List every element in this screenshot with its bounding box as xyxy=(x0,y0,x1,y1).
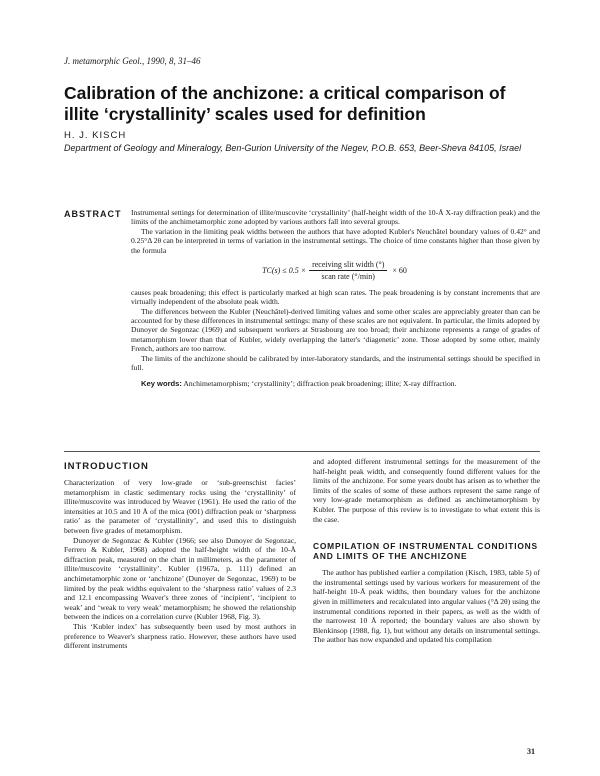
intro-paragraph-3: This ‘Kubler index’ has subsequently been used by most authors in preference to Weaver's sharpness ratio. However, these authors have used different instruments xyxy=(64,621,296,651)
keywords-list: Anchimetamorphism; ‘crystallinity’; diffraction peak broadening; illite; X-ray diffraction. xyxy=(181,378,457,388)
introduction-heading: INTRODUCTION xyxy=(64,461,149,472)
abstract-paragraph-3: causes peak broadening; this effect is particularly marked at high scan rates. The peak broadening is by constant increments that are virtually independent of the absolute peak width. xyxy=(131,287,540,307)
intro-paragraph-2: Dunoyer de Segonzac & Kubler (1966; see also Dunoyer de Segonzac, Ferrero & Kubler, 1968) adopted the half-height width of the 10-Å diffraction peak, measured on the chart in millimeters, as the parameter of illite/muscovite ‘crystallinity’. Kubler (1967a, p. 111) defined an anchimetamorphic zone or ‘anchizone’ (Dunoyer de Segonzac, 1969) to be limited by the peak widths equivalent to the ‘sharpness ratio’ values of 2.3 and 12.1 encompassing Weaver's three zones of ‘incipient’, ‘incipient to weak’ and ‘weak to very weak’ metamorphism; he showed the relationship between the indices on a correlation curve (Kubler 1968, Fig. 3). xyxy=(64,535,296,622)
formula-fraction xyxy=(309,260,387,282)
section-divider xyxy=(64,451,540,452)
abstract-paragraph-2: The variation in the limiting peak widths between the authors that have adopted Kubler's Neuchâtel boundary values of 0.42° and 0.25°Δ 2θ can be interpreted in terms of variation in the instrumental settings. The choice of time constants higher than those given by the formula xyxy=(131,226,540,255)
abstract-paragraph-5: The limits of the anchizone should be calibrated by inter-laboratory standards, and the instrumental settings should be specified in full. xyxy=(131,353,540,373)
journal-citation: J. metamorphic Geol., 1990, 8, 31–46 xyxy=(64,56,201,66)
left-column xyxy=(64,478,296,651)
formula-denominator: scan rate (°/min) xyxy=(321,272,375,282)
author-affiliation: Department of Geology and Mineralogy, Ben-Gurion University of the Negev, P.O.B. 653, Beer-Sheva 84105, Israel xyxy=(64,143,522,153)
page-number: 31 xyxy=(527,747,535,756)
abstract-label: ABSTRACT xyxy=(64,209,122,219)
formula-rhs: × 60 xyxy=(392,266,407,276)
intro-paragraph-1: Characterization of very low-grade or ‘sub-greenschist facies’ metamorphism in clastic sedimentary rocks using the ‘crystallinity’ of illite/muscovite was introduced by Weaver (1961). He used the ratio of the intensities at 10.5 and 10 Å of the mica (001) diffraction peak or ‘sharpness ratio’ as the parameter of ‘crystallinity’, and used this to distinguish between five grades of metamorphism. xyxy=(64,478,296,535)
abstract-paragraph-4: The differences between the Kubler (Neuchâtel)-derived limiting values and some other scales are appreciably greater than can be accounted for by these differences in instrumental settings: many of these scales are not equivalent. In particular, the limits adopted by Dunoyer de Segonzac (1969) and subsequent workers at Strasbourg are too broad; their anchizone represents a range of grades of metamorphism lower than that of Kubler, widely overlapping the latter's ‘diagenetic’ zone. Those adopted by some other, mainly French, authors are too narrow. xyxy=(131,306,540,354)
formula-lhs: TC(s) ≤ 0.5 × xyxy=(262,266,307,276)
abstract-body xyxy=(131,208,540,388)
article-title: Calibration of the anchizone: a critical comparison of illite ‘crystallinity’ scales used for definition xyxy=(64,83,506,124)
right-column xyxy=(313,457,540,645)
keywords-line xyxy=(131,379,540,388)
keywords-label: Key words: xyxy=(141,378,182,388)
time-constant-formula xyxy=(131,260,540,282)
abstract-paragraph-1: Instrumental settings for determination of illite/muscovite ‘crystallinity’ (half-height width of the 10-Å X-ray diffraction peak) and the limits of the anchimetamorphic zone adopted by various authors fall into several groups. xyxy=(131,208,540,227)
author-name: H. J. KISCH xyxy=(64,130,127,141)
compilation-paragraph-1: The author has published earlier a compilation (Kisch, 1983, table 5) of the instrumental settings used by various workers for measurement of the half-height 10-Å peak widths, then boundary values for the anchizone given in millimeters and recalculated into angular values (°Δ 2θ) using the instrumental conditions reported in their papers, as well as the width of the narrowest 10 Å reported; the boundary values are also shown by Blenkinsop (1988, fig. 1), but without any details on instrumental settings. The author has now expanded and updated his compilation xyxy=(313,568,540,645)
compilation-heading: COMPILATION OF INSTRUMENTAL CONDITIONS AND LIMITS OF THE ANCHIZONE xyxy=(313,541,538,562)
intro-paragraph-4: and adopted different instrumental settings for the measurement of the half-height peak width, and consequently found different values for the limits of the anchizone. For some years doubt has arisen as to whether the limits of the scales of some of these authors represent the same range of very low-grade metamorphism as defined as anchimetamorphism by Kubler. The purpose of this review is to investigate to what extent this is the case. xyxy=(313,457,540,524)
formula-numerator: receiving slit width (°) xyxy=(309,260,387,271)
